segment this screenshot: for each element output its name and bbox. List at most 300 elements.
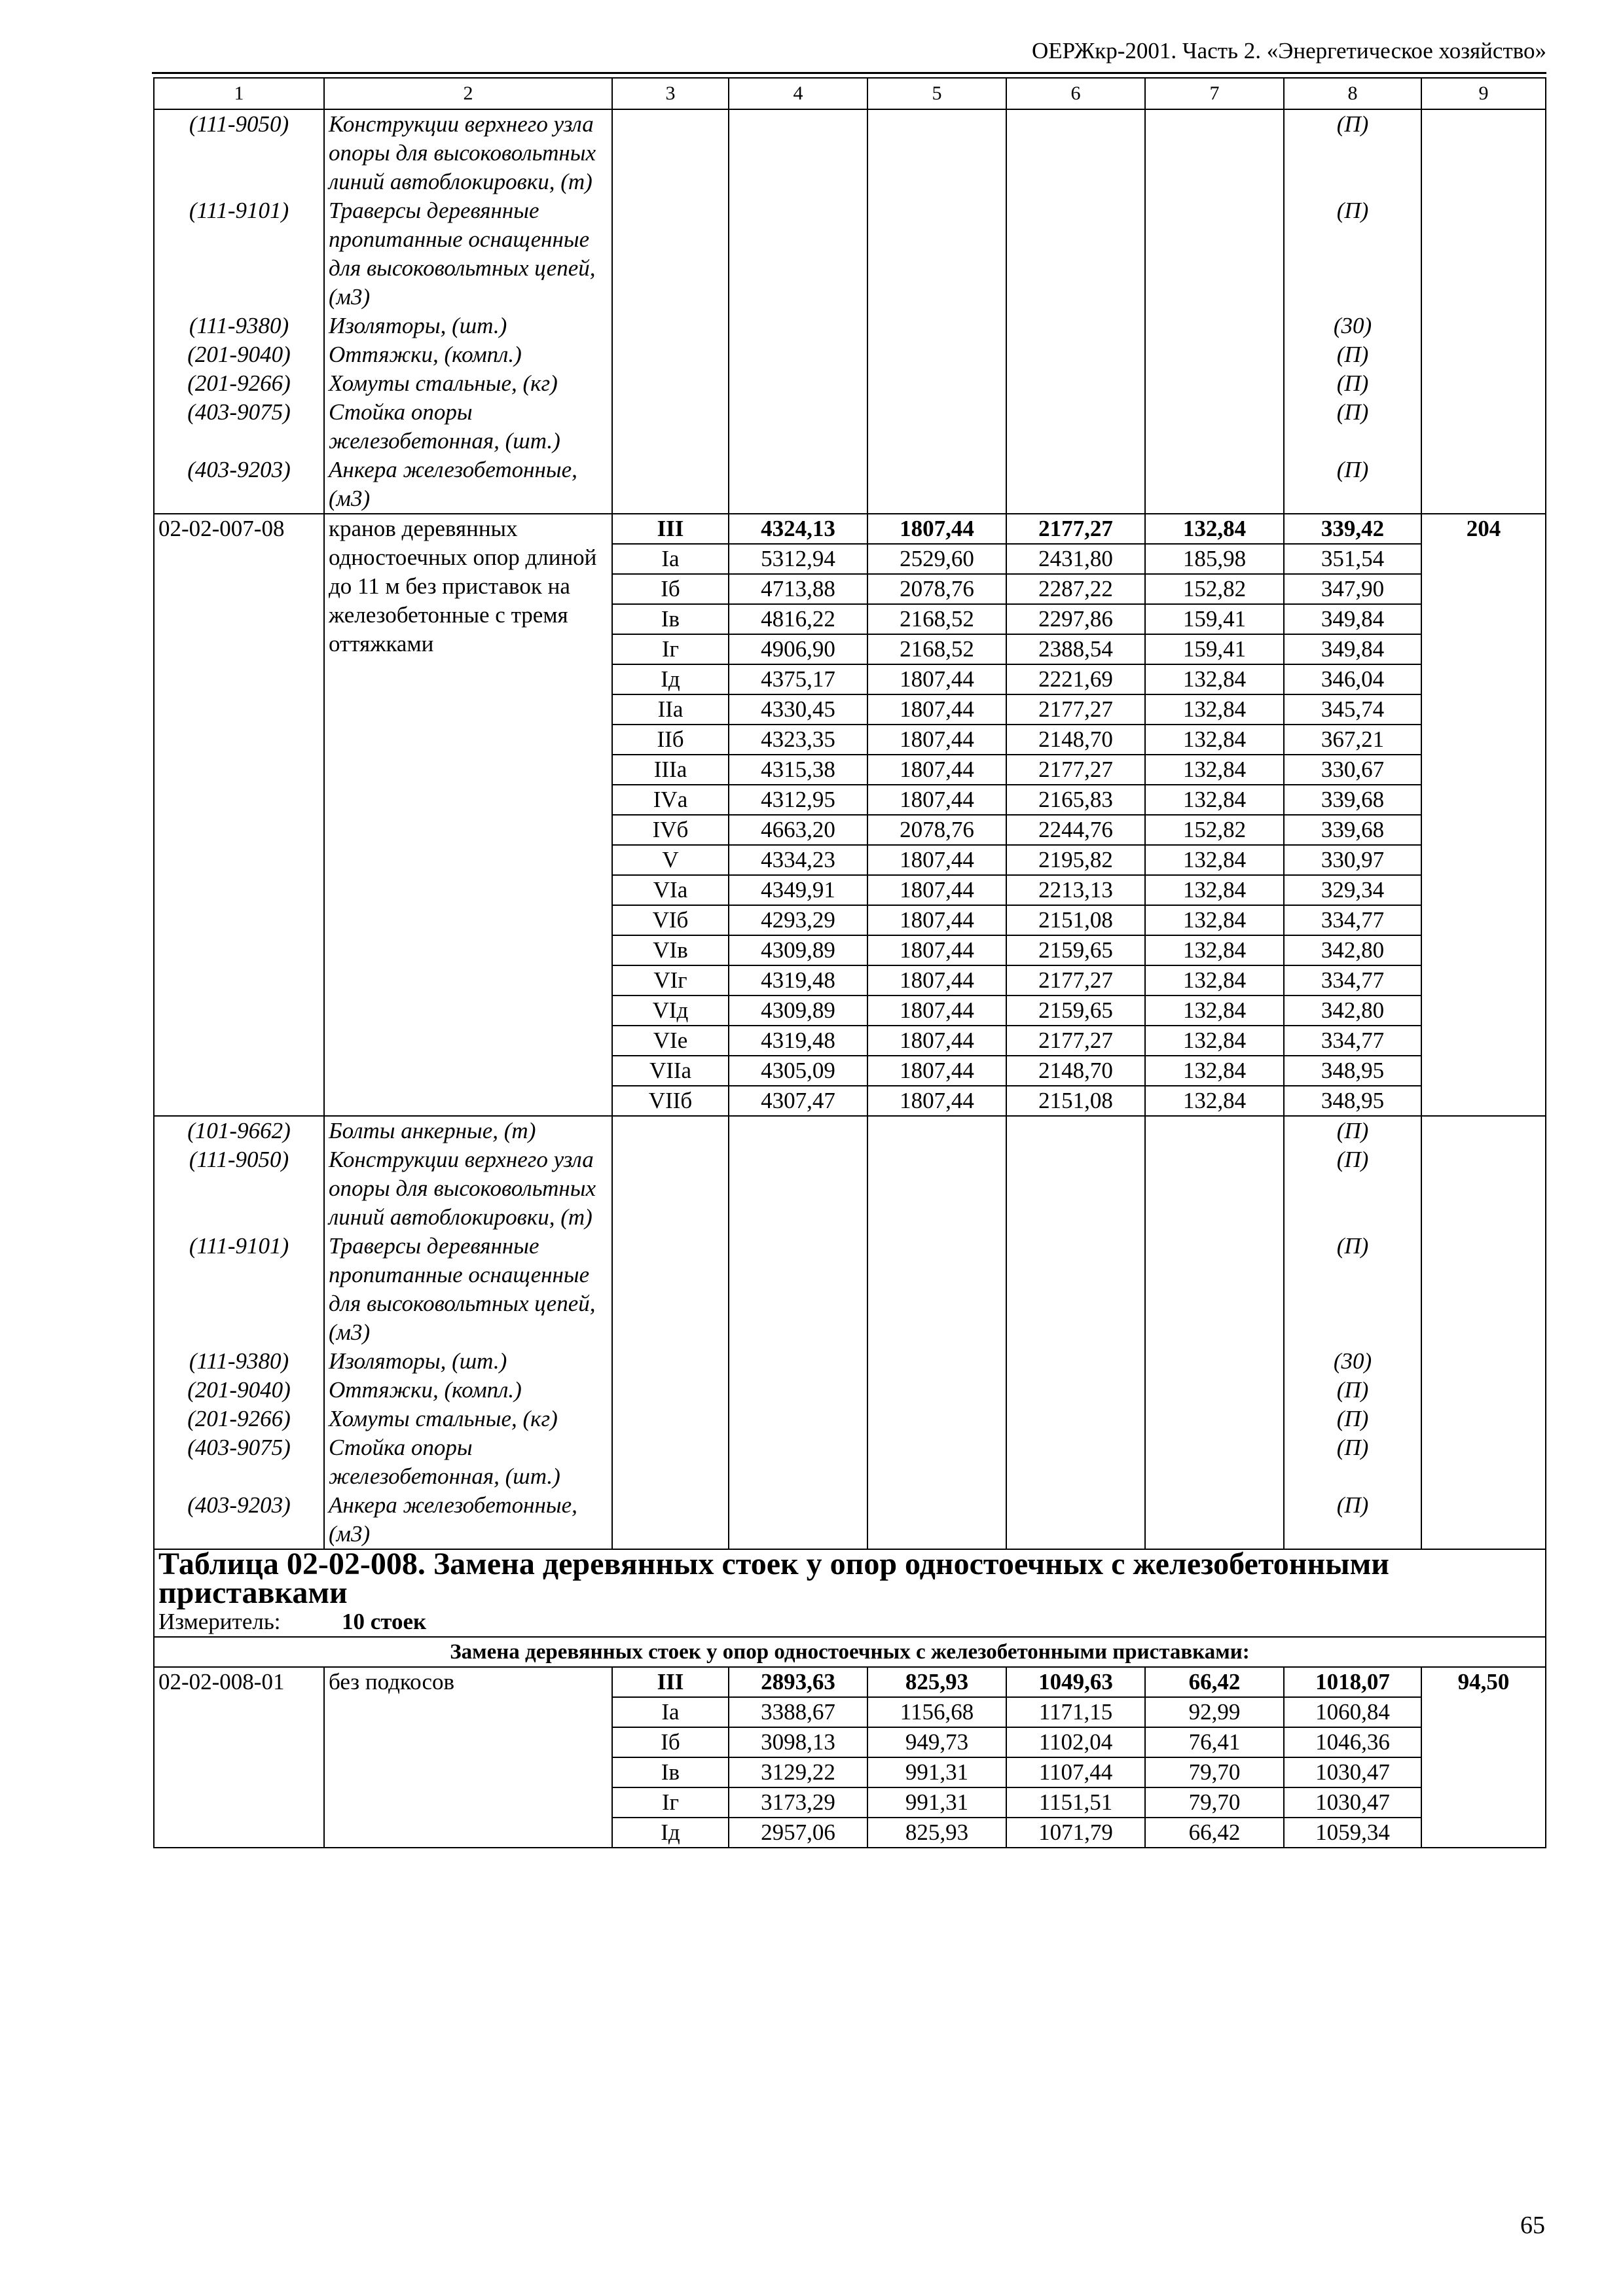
material-value: (П) xyxy=(1284,1145,1421,1232)
page-number: 65 xyxy=(1520,2212,1545,2239)
empty-cell xyxy=(1145,1433,1284,1491)
empty-cell xyxy=(729,1116,867,1145)
empty-cell xyxy=(1006,196,1145,312)
material-code: (403-9203) xyxy=(154,1491,324,1549)
material-code: (403-9075) xyxy=(154,398,324,456)
empty-cell xyxy=(1421,1433,1546,1491)
total-cost: 4816,22 xyxy=(729,604,867,634)
machinist-wages: 132,84 xyxy=(1145,935,1284,965)
rate-description: без подкосов xyxy=(324,1667,612,1848)
machinist-wages: 132,84 xyxy=(1145,1056,1284,1086)
column-number: 8 xyxy=(1284,78,1421,109)
empty-cell xyxy=(1006,1116,1145,1145)
region-zone: Iа xyxy=(612,544,729,574)
material-row xyxy=(154,196,1546,312)
wages: 825,93 xyxy=(867,1818,1006,1848)
materials-cost: 1059,34 xyxy=(1284,1818,1421,1848)
region-zone: IIIа xyxy=(612,755,729,785)
materials-cost: 348,95 xyxy=(1284,1056,1421,1086)
estimate-table-body xyxy=(154,78,1546,1848)
wages: 1807,44 xyxy=(867,694,1006,725)
wages: 1807,44 xyxy=(867,1026,1006,1056)
price-row xyxy=(154,1667,1546,1697)
machine-operation: 1171,15 xyxy=(1006,1697,1145,1727)
empty-cell xyxy=(1006,1145,1145,1232)
rate-description: кранов деревянных одностоечных опор длиной до 11 м без приставок на железобетонные с тремя оттяжками xyxy=(324,514,612,1116)
wages: 1807,44 xyxy=(867,514,1006,544)
column-number: 5 xyxy=(867,78,1006,109)
total-cost: 4334,23 xyxy=(729,845,867,875)
empty-cell xyxy=(1145,1376,1284,1405)
total-cost: 4330,45 xyxy=(729,694,867,725)
wages: 1807,44 xyxy=(867,1086,1006,1116)
region-zone: Iг xyxy=(612,1787,729,1818)
material-value: (П) xyxy=(1284,398,1421,456)
material-row xyxy=(154,456,1546,514)
machinist-wages: 132,84 xyxy=(1145,845,1284,875)
total-cost: 4305,09 xyxy=(729,1056,867,1086)
empty-cell xyxy=(612,196,729,312)
empty-cell xyxy=(867,398,1006,456)
empty-cell xyxy=(1145,456,1284,514)
machinist-wages: 132,84 xyxy=(1145,1086,1284,1116)
material-name: Стойка опоры железобетонная, (шт.) xyxy=(324,398,612,456)
page-header-title: ОЕРЖкр-2001. Часть 2. «Энергетическое хозяйство» xyxy=(1032,38,1546,63)
region-zone: VIд xyxy=(612,996,729,1026)
material-value: (П) xyxy=(1284,456,1421,514)
machine-operation: 2177,27 xyxy=(1006,1026,1145,1056)
empty-cell xyxy=(1006,109,1145,196)
total-cost: 3129,22 xyxy=(729,1757,867,1787)
total-cost: 4663,20 xyxy=(729,815,867,845)
material-value: (П) xyxy=(1284,196,1421,312)
empty-cell xyxy=(1145,109,1284,196)
region-zone: V xyxy=(612,845,729,875)
wages: 1807,44 xyxy=(867,664,1006,694)
wages: 2078,76 xyxy=(867,574,1006,604)
empty-cell xyxy=(612,369,729,398)
total-cost: 4309,89 xyxy=(729,996,867,1026)
machine-operation: 2159,65 xyxy=(1006,996,1145,1026)
measure-value: 10 стоек xyxy=(342,1609,427,1634)
machinist-wages: 132,84 xyxy=(1145,1026,1284,1056)
empty-cell xyxy=(729,398,867,456)
materials-cost: 329,34 xyxy=(1284,875,1421,905)
region-zone: IIб xyxy=(612,725,729,755)
measure-label: Измеритель: xyxy=(158,1609,281,1634)
empty-cell xyxy=(729,312,867,340)
empty-cell xyxy=(1145,1491,1284,1549)
material-name: Изоляторы, (шт.) xyxy=(324,1347,612,1376)
machinist-wages: 132,84 xyxy=(1145,996,1284,1026)
material-value: (П) xyxy=(1284,109,1421,196)
material-name: Траверсы деревянные пропитанные оснащенные для высоковольтных цепей, (м3) xyxy=(324,1232,612,1347)
machine-operation: 2213,13 xyxy=(1006,875,1145,905)
region-zone: VIб xyxy=(612,905,729,935)
material-value: (П) xyxy=(1284,369,1421,398)
material-row xyxy=(154,1232,1546,1347)
empty-cell xyxy=(1421,398,1546,456)
machine-operation: 2159,65 xyxy=(1006,935,1145,965)
wages: 1156,68 xyxy=(867,1697,1006,1727)
machinist-wages: 132,84 xyxy=(1145,514,1284,544)
material-name: Болты анкерные, (т) xyxy=(324,1116,612,1145)
material-name: Конструкции верхнего узла опоры для высоковольтных линий автоблокировки, (т) xyxy=(324,109,612,196)
material-name: Стойка опоры железобетонная, (шт.) xyxy=(324,1433,612,1491)
material-name: Изоляторы, (шт.) xyxy=(324,312,612,340)
empty-cell xyxy=(867,1116,1006,1145)
wages: 825,93 xyxy=(867,1667,1006,1697)
empty-cell xyxy=(612,1145,729,1232)
empty-cell xyxy=(867,456,1006,514)
wages: 1807,44 xyxy=(867,755,1006,785)
material-code: (111-9380) xyxy=(154,1347,324,1376)
materials-cost: 1046,36 xyxy=(1284,1727,1421,1757)
machinist-wages: 132,84 xyxy=(1145,694,1284,725)
wages: 1807,44 xyxy=(867,996,1006,1026)
column-number: 2 xyxy=(324,78,612,109)
column-number: 9 xyxy=(1421,78,1546,109)
wages: 991,31 xyxy=(867,1787,1006,1818)
materials-cost: 351,54 xyxy=(1284,544,1421,574)
region-zone: VIв xyxy=(612,935,729,965)
column-number-row xyxy=(154,78,1546,109)
machinist-wages: 92,99 xyxy=(1145,1697,1284,1727)
section-subheader: Замена деревянных стоек у опор одностоечных с железобетонными приставками: xyxy=(154,1637,1546,1667)
material-row xyxy=(154,109,1546,196)
wages: 1807,44 xyxy=(867,965,1006,996)
empty-cell xyxy=(1145,196,1284,312)
empty-cell xyxy=(867,312,1006,340)
empty-cell xyxy=(729,109,867,196)
empty-cell xyxy=(1421,340,1546,369)
material-code: (201-9040) xyxy=(154,1376,324,1405)
total-cost: 2893,63 xyxy=(729,1667,867,1697)
empty-cell xyxy=(1145,312,1284,340)
material-code: (201-9040) xyxy=(154,340,324,369)
empty-cell xyxy=(1006,1491,1145,1549)
empty-cell xyxy=(867,1232,1006,1347)
material-name: Хомуты стальные, (кг) xyxy=(324,369,612,398)
measure-cell xyxy=(154,1607,1546,1637)
labor-costs: 204 xyxy=(1421,514,1546,1116)
materials-cost: 1030,47 xyxy=(1284,1787,1421,1818)
material-row xyxy=(154,1433,1546,1491)
empty-cell xyxy=(867,340,1006,369)
empty-cell xyxy=(1421,312,1546,340)
empty-cell xyxy=(612,1232,729,1347)
machine-operation: 2431,80 xyxy=(1006,544,1145,574)
column-number: 3 xyxy=(612,78,729,109)
price-row xyxy=(154,514,1546,544)
total-cost: 5312,94 xyxy=(729,544,867,574)
materials-cost: 342,80 xyxy=(1284,996,1421,1026)
empty-cell xyxy=(867,1145,1006,1232)
material-code: (403-9075) xyxy=(154,1433,324,1491)
machine-operation: 1151,51 xyxy=(1006,1787,1145,1818)
empty-cell xyxy=(729,369,867,398)
machinist-wages: 66,42 xyxy=(1145,1818,1284,1848)
empty-cell xyxy=(1421,456,1546,514)
wages: 1807,44 xyxy=(867,845,1006,875)
machine-operation: 2151,08 xyxy=(1006,905,1145,935)
empty-cell xyxy=(867,1405,1006,1433)
materials-cost: 347,90 xyxy=(1284,574,1421,604)
empty-cell xyxy=(729,1405,867,1433)
material-row xyxy=(154,1491,1546,1549)
empty-cell xyxy=(1421,1347,1546,1376)
machine-operation: 2177,27 xyxy=(1006,965,1145,996)
material-row xyxy=(154,1145,1546,1232)
material-code: (111-9050) xyxy=(154,109,324,196)
empty-cell xyxy=(1145,1145,1284,1232)
total-cost: 4309,89 xyxy=(729,935,867,965)
material-value: (П) xyxy=(1284,1405,1421,1433)
wages: 2168,52 xyxy=(867,634,1006,664)
empty-cell xyxy=(612,1491,729,1549)
material-code: (201-9266) xyxy=(154,369,324,398)
machine-operation: 2195,82 xyxy=(1006,845,1145,875)
empty-cell xyxy=(867,1433,1006,1491)
wages: 1807,44 xyxy=(867,1056,1006,1086)
empty-cell xyxy=(729,340,867,369)
subheader-row xyxy=(154,1637,1546,1667)
material-row xyxy=(154,398,1546,456)
materials-cost: 346,04 xyxy=(1284,664,1421,694)
total-cost: 4307,47 xyxy=(729,1086,867,1116)
materials-cost: 367,21 xyxy=(1284,725,1421,755)
empty-cell xyxy=(867,1347,1006,1376)
machinist-wages: 132,84 xyxy=(1145,664,1284,694)
material-code: (111-9380) xyxy=(154,312,324,340)
empty-cell xyxy=(1421,1491,1546,1549)
total-cost: 4323,35 xyxy=(729,725,867,755)
total-cost: 3173,29 xyxy=(729,1787,867,1818)
empty-cell xyxy=(1421,1145,1546,1232)
machinist-wages: 152,82 xyxy=(1145,815,1284,845)
empty-cell xyxy=(1006,312,1145,340)
empty-cell xyxy=(612,340,729,369)
material-row xyxy=(154,1347,1546,1376)
total-cost: 4319,48 xyxy=(729,965,867,996)
material-value: (П) xyxy=(1284,340,1421,369)
material-name: Оттяжки, (компл.) xyxy=(324,340,612,369)
machinist-wages: 159,41 xyxy=(1145,634,1284,664)
region-zone: IVб xyxy=(612,815,729,845)
region-zone: VIIб xyxy=(612,1086,729,1116)
table-title: Таблица 02-02-008. Замена деревянных стоек у опор одностоечных с железобетонными приставками xyxy=(154,1549,1546,1607)
region-zone: Iв xyxy=(612,1757,729,1787)
wages: 1807,44 xyxy=(867,875,1006,905)
materials-cost: 339,68 xyxy=(1284,785,1421,815)
empty-cell xyxy=(1006,1405,1145,1433)
total-cost: 4349,91 xyxy=(729,875,867,905)
wages: 2168,52 xyxy=(867,604,1006,634)
materials-cost: 349,84 xyxy=(1284,634,1421,664)
rate-code: 02-02-007-08 xyxy=(154,514,324,1116)
machine-operation: 1071,79 xyxy=(1006,1818,1145,1848)
machinist-wages: 159,41 xyxy=(1145,604,1284,634)
total-cost: 4315,38 xyxy=(729,755,867,785)
region-zone: Iб xyxy=(612,574,729,604)
empty-cell xyxy=(867,1376,1006,1405)
material-code: (101-9662) xyxy=(154,1116,324,1145)
machinist-wages: 132,84 xyxy=(1145,965,1284,996)
empty-cell xyxy=(612,1116,729,1145)
material-code: (201-9266) xyxy=(154,1405,324,1433)
total-cost: 3388,67 xyxy=(729,1697,867,1727)
material-row xyxy=(154,369,1546,398)
column-number: 7 xyxy=(1145,78,1284,109)
machinist-wages: 185,98 xyxy=(1145,544,1284,574)
wages: 2529,60 xyxy=(867,544,1006,574)
empty-cell xyxy=(1145,1347,1284,1376)
machinist-wages: 66,42 xyxy=(1145,1667,1284,1697)
total-cost: 4324,13 xyxy=(729,514,867,544)
empty-cell xyxy=(1006,1376,1145,1405)
empty-cell xyxy=(1421,109,1546,196)
region-zone: VIа xyxy=(612,875,729,905)
region-zone: Iд xyxy=(612,664,729,694)
column-number: 4 xyxy=(729,78,867,109)
empty-cell xyxy=(1421,369,1546,398)
empty-cell xyxy=(729,1232,867,1347)
empty-cell xyxy=(1145,1116,1284,1145)
wages: 1807,44 xyxy=(867,935,1006,965)
total-cost: 4312,95 xyxy=(729,785,867,815)
empty-cell xyxy=(612,398,729,456)
empty-cell xyxy=(612,1347,729,1376)
machine-operation: 2151,08 xyxy=(1006,1086,1145,1116)
materials-cost: 1030,47 xyxy=(1284,1757,1421,1787)
empty-cell xyxy=(1006,1347,1145,1376)
machine-operation: 2148,70 xyxy=(1006,725,1145,755)
empty-cell xyxy=(1145,1232,1284,1347)
empty-cell xyxy=(867,196,1006,312)
region-zone: IVа xyxy=(612,785,729,815)
empty-cell xyxy=(1006,1433,1145,1491)
wages: 2078,76 xyxy=(867,815,1006,845)
material-value: (П) xyxy=(1284,1433,1421,1491)
rate-code: 02-02-008-01 xyxy=(154,1667,324,1848)
machine-operation: 1107,44 xyxy=(1006,1757,1145,1787)
empty-cell xyxy=(1145,340,1284,369)
material-code: (111-9050) xyxy=(154,1145,324,1232)
empty-cell xyxy=(867,1491,1006,1549)
material-code: (403-9203) xyxy=(154,456,324,514)
empty-cell xyxy=(1421,1116,1546,1145)
machinist-wages: 132,84 xyxy=(1145,725,1284,755)
region-zone: VIг xyxy=(612,965,729,996)
machine-operation: 2177,27 xyxy=(1006,514,1145,544)
empty-cell xyxy=(612,1405,729,1433)
machinist-wages: 76,41 xyxy=(1145,1727,1284,1757)
empty-cell xyxy=(729,456,867,514)
machine-operation: 2297,86 xyxy=(1006,604,1145,634)
materials-cost: 339,42 xyxy=(1284,514,1421,544)
column-number: 1 xyxy=(154,78,324,109)
wages: 1807,44 xyxy=(867,905,1006,935)
region-zone: Iа xyxy=(612,1697,729,1727)
empty-cell xyxy=(612,456,729,514)
materials-cost: 339,68 xyxy=(1284,815,1421,845)
region-zone: VIIа xyxy=(612,1056,729,1086)
total-cost: 4375,17 xyxy=(729,664,867,694)
empty-cell xyxy=(612,109,729,196)
material-value: (30) xyxy=(1284,1347,1421,1376)
wages: 1807,44 xyxy=(867,725,1006,755)
material-value: (П) xyxy=(1284,1491,1421,1549)
empty-cell xyxy=(867,369,1006,398)
total-cost: 4319,48 xyxy=(729,1026,867,1056)
machinist-wages: 79,70 xyxy=(1145,1757,1284,1787)
machinist-wages: 132,84 xyxy=(1145,785,1284,815)
material-value: (П) xyxy=(1284,1116,1421,1145)
machine-operation: 2148,70 xyxy=(1006,1056,1145,1086)
empty-cell xyxy=(1006,456,1145,514)
material-row xyxy=(154,1116,1546,1145)
material-name: Анкера железобетонные, (м3) xyxy=(324,456,612,514)
total-cost: 2957,06 xyxy=(729,1818,867,1848)
region-zone: IIа xyxy=(612,694,729,725)
materials-cost: 330,67 xyxy=(1284,755,1421,785)
machine-operation: 2177,27 xyxy=(1006,755,1145,785)
labor-costs: 94,50 xyxy=(1421,1667,1546,1848)
empty-cell xyxy=(1421,196,1546,312)
empty-cell xyxy=(1145,398,1284,456)
machinist-wages: 132,84 xyxy=(1145,755,1284,785)
materials-cost: 334,77 xyxy=(1284,905,1421,935)
region-zone: VIе xyxy=(612,1026,729,1056)
materials-cost: 349,84 xyxy=(1284,604,1421,634)
empty-cell xyxy=(1006,398,1145,456)
material-value: (П) xyxy=(1284,1376,1421,1405)
measure-row xyxy=(154,1607,1546,1637)
table-title-row xyxy=(154,1549,1546,1607)
material-name: Анкера железобетонные, (м3) xyxy=(324,1491,612,1549)
machine-operation: 1102,04 xyxy=(1006,1727,1145,1757)
materials-cost: 345,74 xyxy=(1284,694,1421,725)
machine-operation: 2177,27 xyxy=(1006,694,1145,725)
machine-operation: 2165,83 xyxy=(1006,785,1145,815)
empty-cell xyxy=(1006,369,1145,398)
region-zone: Iг xyxy=(612,634,729,664)
empty-cell xyxy=(729,1347,867,1376)
total-cost: 4293,29 xyxy=(729,905,867,935)
total-cost: 4713,88 xyxy=(729,574,867,604)
total-cost: 3098,13 xyxy=(729,1727,867,1757)
material-row xyxy=(154,312,1546,340)
materials-cost: 1060,84 xyxy=(1284,1697,1421,1727)
machine-operation: 2221,69 xyxy=(1006,664,1145,694)
material-name: Оттяжки, (компл.) xyxy=(324,1376,612,1405)
empty-cell xyxy=(612,1376,729,1405)
machine-operation: 2388,54 xyxy=(1006,634,1145,664)
region-zone: Iб xyxy=(612,1727,729,1757)
materials-cost: 348,95 xyxy=(1284,1086,1421,1116)
region-zone: III xyxy=(612,514,729,544)
materials-cost: 334,77 xyxy=(1284,965,1421,996)
empty-cell xyxy=(1145,369,1284,398)
material-row xyxy=(154,1405,1546,1433)
empty-cell xyxy=(1421,1405,1546,1433)
estimate-table xyxy=(153,77,1546,1848)
machinist-wages: 132,84 xyxy=(1145,905,1284,935)
column-number: 6 xyxy=(1006,78,1145,109)
empty-cell xyxy=(729,1433,867,1491)
empty-cell xyxy=(1145,1405,1284,1433)
machinist-wages: 132,84 xyxy=(1145,875,1284,905)
